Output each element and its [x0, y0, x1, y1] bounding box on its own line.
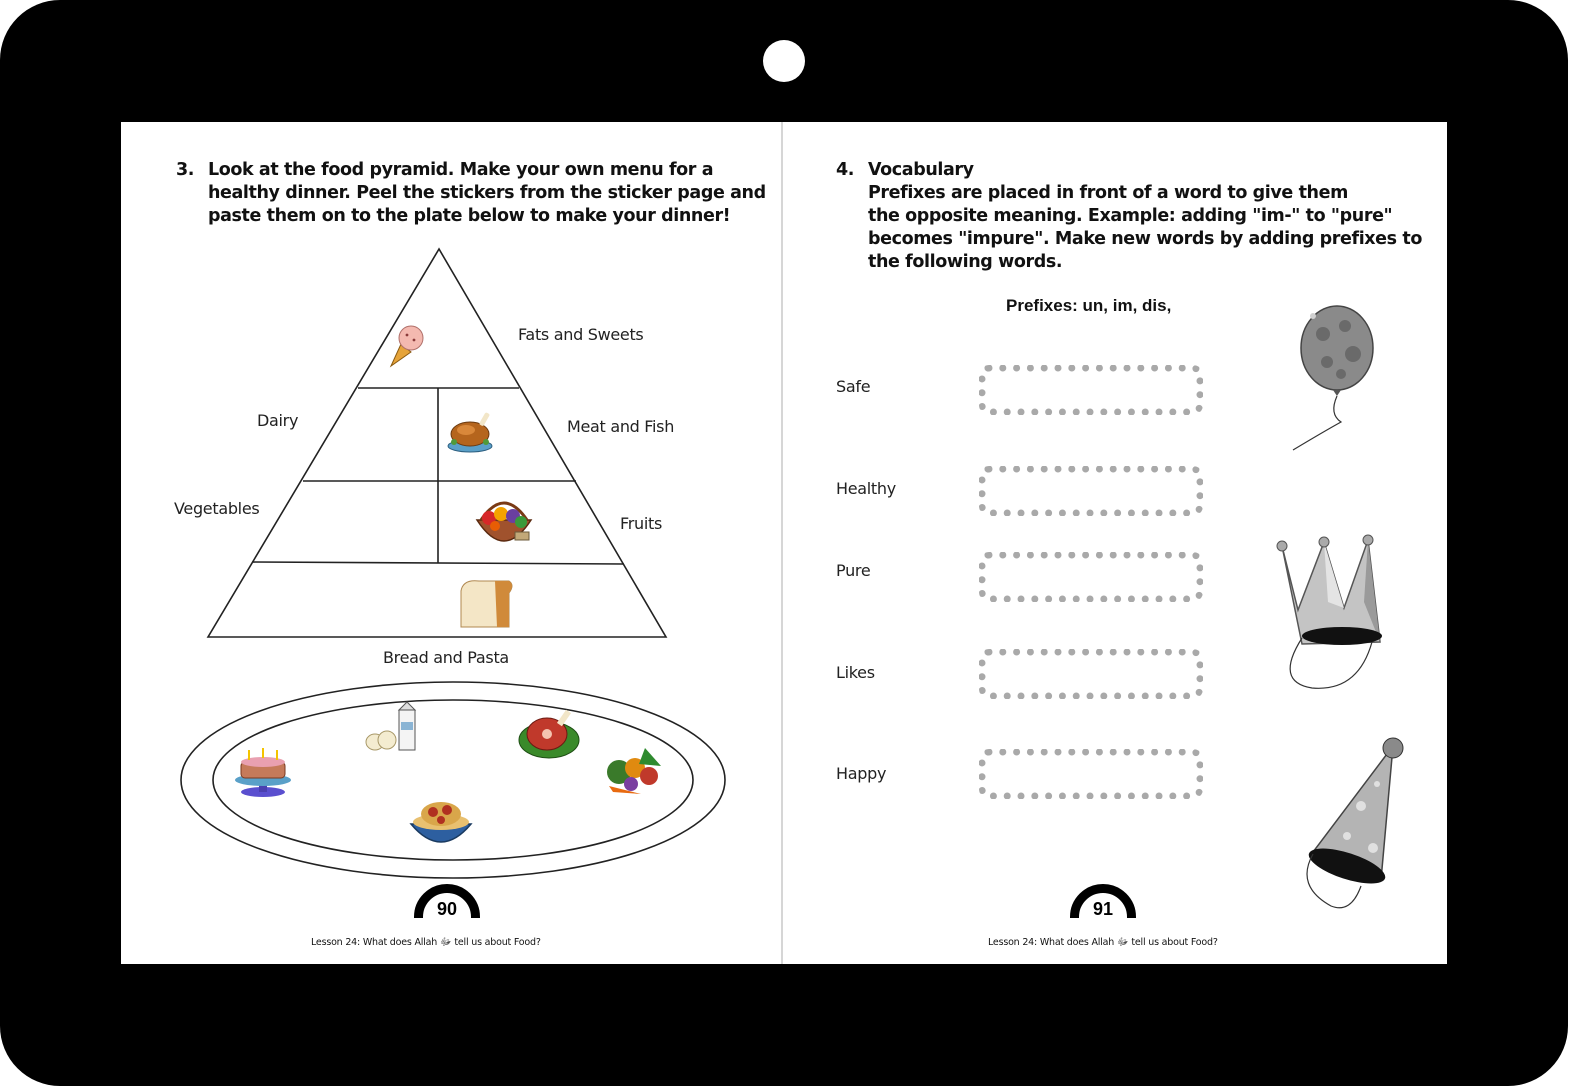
spaghetti-icon — [407, 794, 475, 856]
footer-text: tell us about Food? — [1131, 937, 1218, 948]
answer-box-safe[interactable] — [979, 365, 1203, 415]
page-number-badge — [1070, 884, 1140, 918]
camera-dot — [763, 40, 805, 82]
word-healthy: Healthy — [836, 479, 896, 498]
footer-text: Lesson 24: What does Allah — [311, 937, 438, 948]
party-hat-icon — [1291, 736, 1401, 926]
instruction-line: Prefixes are placed in front of a word to give them — [868, 183, 1348, 203]
fruit-basket-icon — [471, 492, 537, 554]
instruction-line: the following words. — [868, 252, 1063, 272]
balloon-icon — [1283, 304, 1373, 454]
book-spread — [121, 122, 1447, 964]
instruction-line: Look at the food pyramid. Make your own menu for a — [208, 160, 714, 180]
answer-box-happy[interactable] — [979, 749, 1203, 799]
exercise-number: 4. — [836, 160, 855, 180]
page-right — [783, 122, 1447, 964]
footer-text: tell us about Food? — [454, 937, 541, 948]
milk-icon — [363, 702, 421, 752]
footer-honorific: ﷻ — [440, 937, 452, 948]
label-bread-and-pasta: Bread and Pasta — [383, 648, 509, 667]
crown-icon — [1268, 532, 1388, 692]
instruction-line: the opposite meaning. Example: adding "im-" to "pure" — [868, 206, 1393, 226]
instruction-heading: Vocabulary — [868, 160, 974, 180]
bread-slice-icon — [457, 577, 515, 631]
page-number: 90 — [436, 899, 458, 918]
footer-honorific: ﷻ — [1117, 937, 1129, 948]
label-vegetables: Vegetables — [174, 499, 260, 518]
instruction-line: paste them on to the plate below to make your dinner! — [208, 206, 731, 226]
footer-text: Lesson 24: What does Allah — [988, 937, 1115, 948]
page-number: 91 — [1092, 899, 1114, 918]
word-pure: Pure — [836, 561, 871, 580]
roast-chicken-icon — [446, 404, 496, 454]
word-safe: Safe — [836, 377, 871, 396]
prefixes-line: Prefixes: un, im, dis, — [1006, 296, 1172, 315]
label-fruits: Fruits — [620, 514, 663, 533]
cake-icon — [233, 742, 295, 800]
page-number-badge — [414, 884, 484, 918]
label-fats-and-sweets: Fats and Sweets — [518, 325, 644, 344]
page-footer — [988, 936, 1218, 950]
page-footer — [311, 936, 541, 950]
answer-box-healthy[interactable] — [979, 466, 1203, 516]
vegetables-icon — [601, 742, 667, 804]
ham-icon — [517, 706, 583, 760]
label-dairy: Dairy — [257, 411, 299, 430]
answer-box-likes[interactable] — [979, 649, 1203, 699]
ice-cream-icon — [387, 322, 433, 370]
instruction-line: healthy dinner. Peel the stickers from the sticker page and — [208, 183, 766, 203]
word-likes: Likes — [836, 663, 875, 682]
page-left — [121, 122, 781, 964]
answer-box-pure[interactable] — [979, 552, 1203, 602]
label-meat-and-fish: Meat and Fish — [567, 417, 675, 436]
exercise-number: 3. — [176, 160, 195, 180]
instruction-line: becomes "impure". Make new words by adding prefixes to — [868, 229, 1422, 249]
word-happy: Happy — [836, 764, 887, 783]
